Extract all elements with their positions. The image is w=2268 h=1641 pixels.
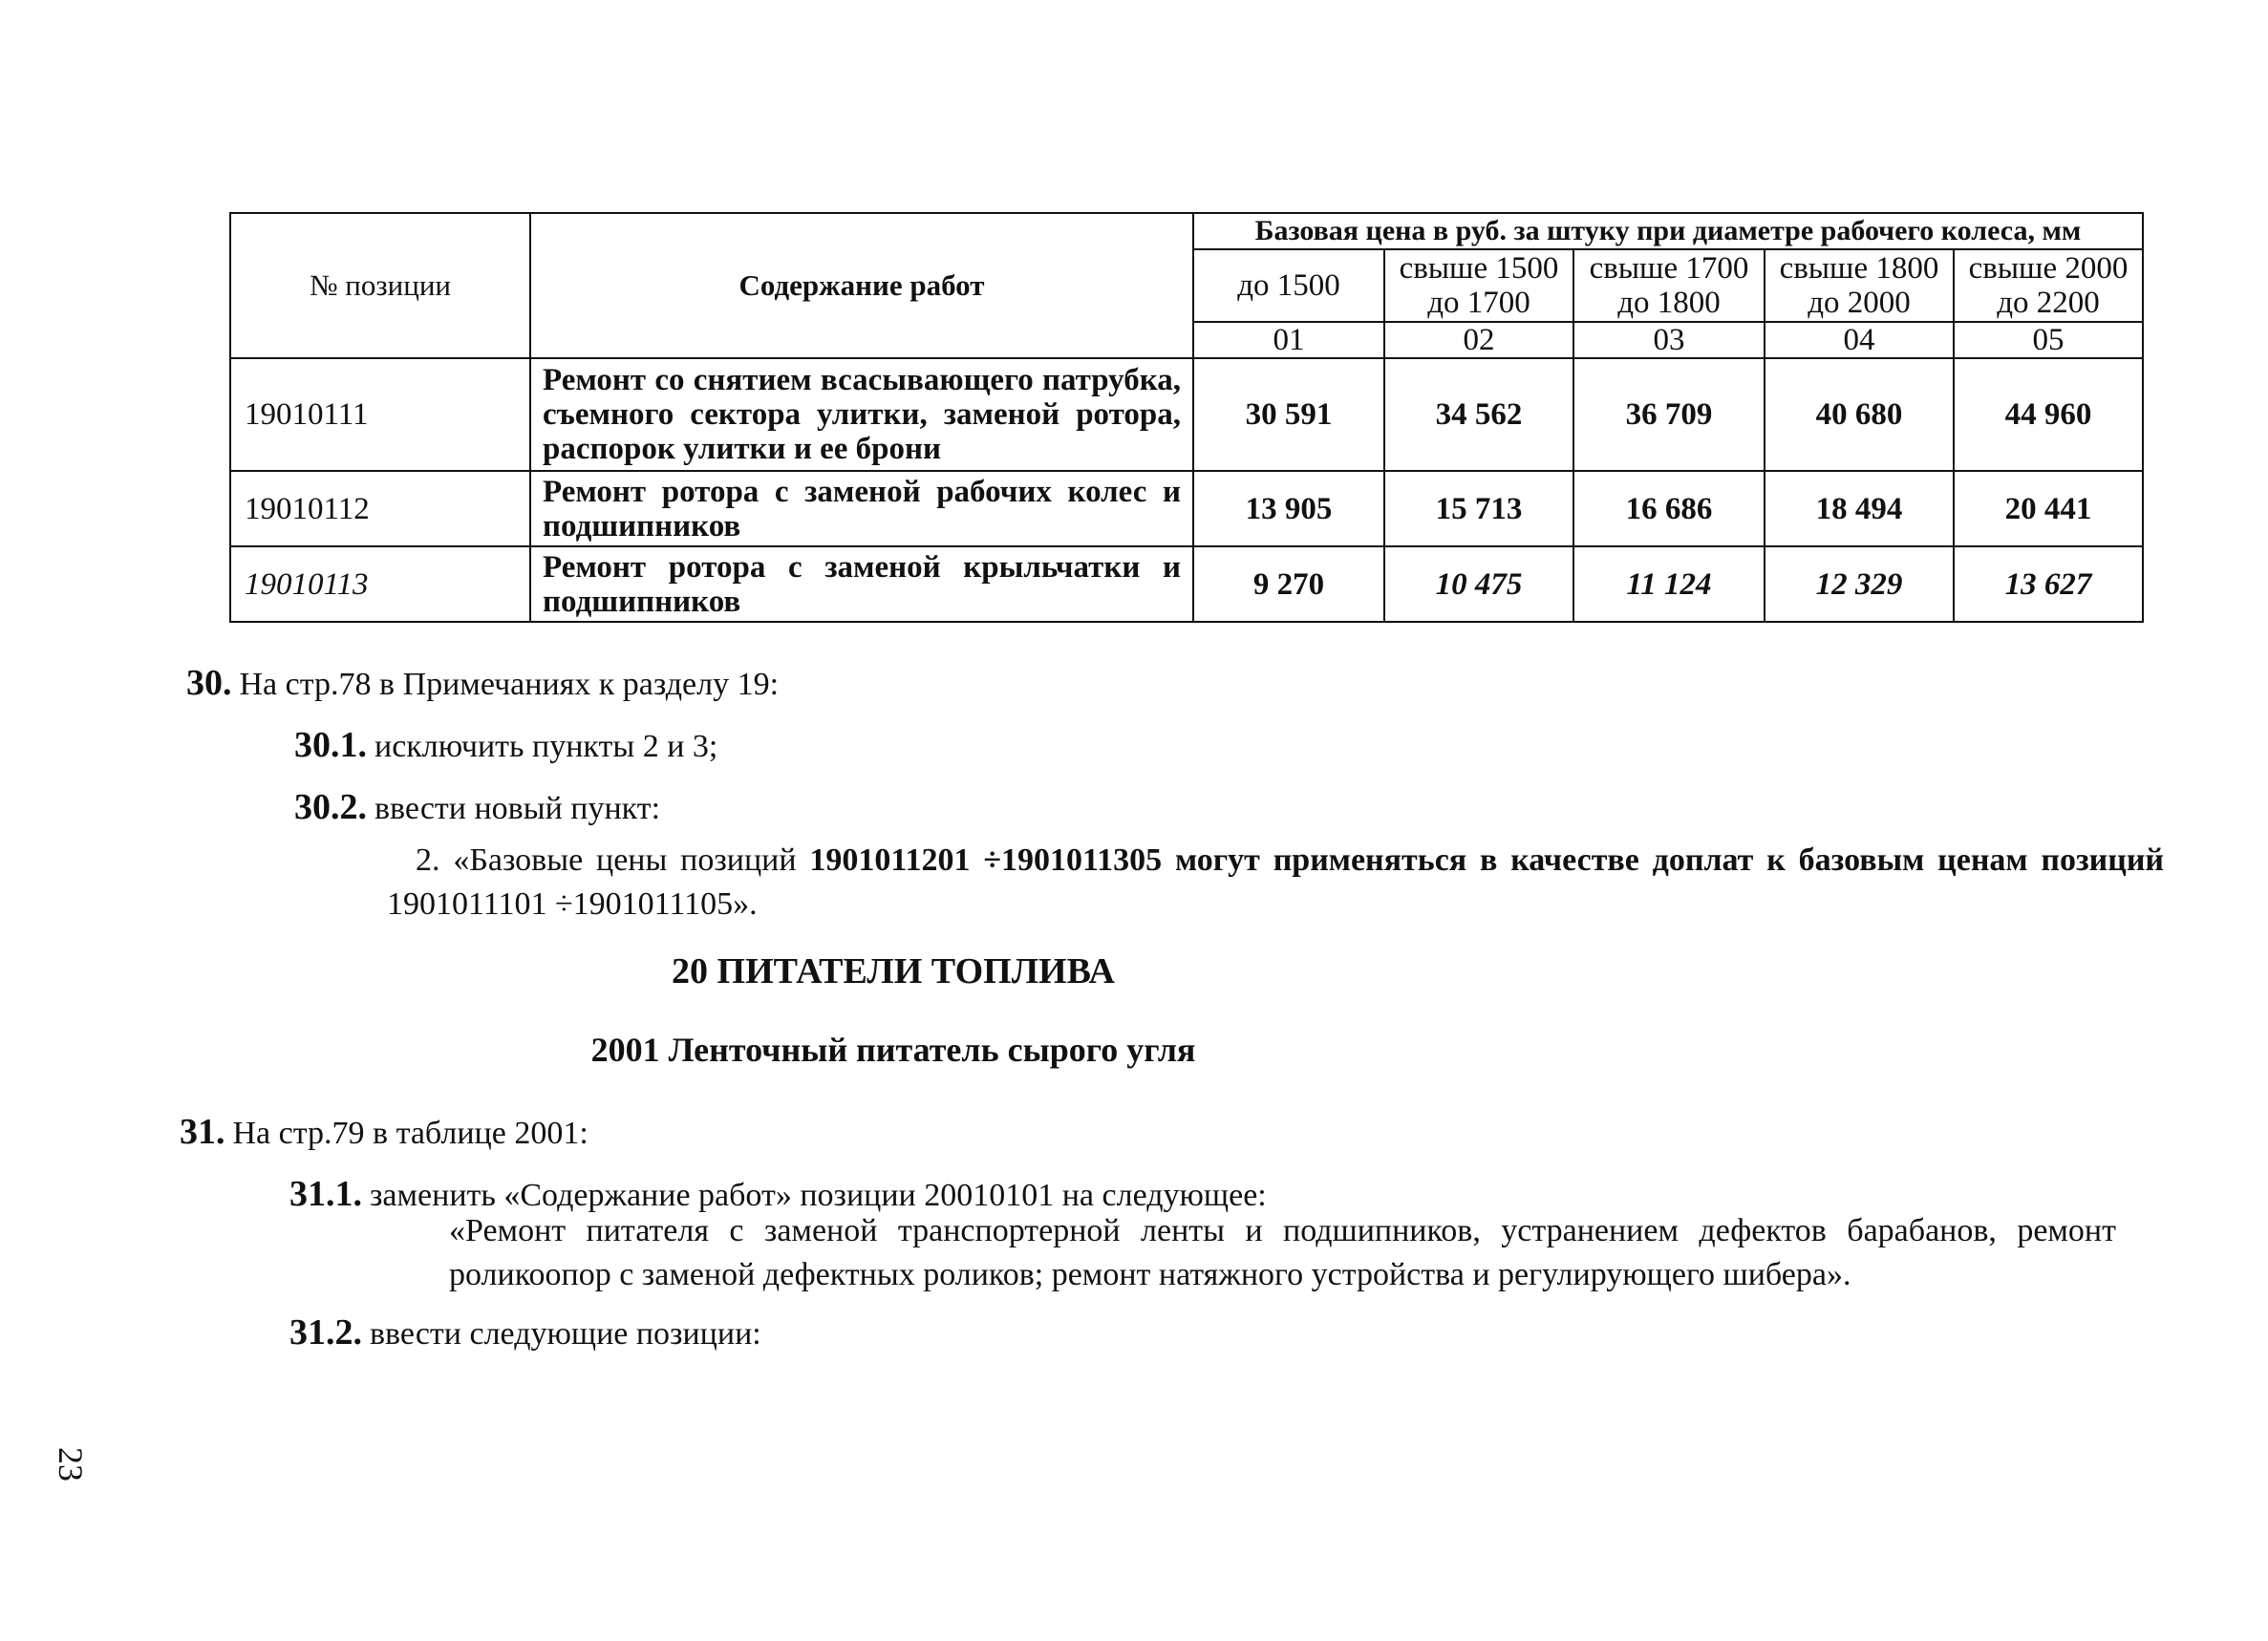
item-31-2 [289,1311,761,1353]
row-price: 11 124 [1573,546,1765,622]
item-text: ввести новый пункт: [374,791,661,826]
item-30 [186,662,779,704]
item-30-1 [294,724,717,766]
table-row [230,546,2143,622]
row-price: 15 713 [1384,471,1573,546]
quote-paragraph: «Ремонт питателя с заменой транспортерной ленты и подшипников, устранением дефектов барабанов, ремонт роликоопор с заменой дефектных роликов; ремонт натяжного устройства и регулирующего шибера». [449,1213,2116,1292]
header-diameter-03: свыше 1700 до 1800 [1573,249,1765,322]
header-diameter-02: свыше 1500 до 1700 [1384,249,1573,322]
item-label: 31.2. [289,1312,362,1353]
row-price: 18 494 [1765,471,1954,546]
code-01: 01 [1193,322,1384,358]
item-label: 31. [180,1112,225,1152]
item-label: 31.1. [289,1174,362,1214]
table-row [230,358,2143,471]
note-prefix: 2. «Базовые цены позиций [416,842,797,878]
row-price: 36 709 [1573,358,1765,471]
row-price: 34 562 [1384,358,1573,471]
page-number: 23 [52,1447,90,1481]
row-position: 19010111 [230,358,530,471]
row-work: Ремонт со снятием всасывающего патрубка, съемного сектора улитки, заменой ротора, распорок улитки и ее брони [530,358,1193,471]
row-price: 30 591 [1193,358,1384,471]
note-range-2: 1901011101 ÷1901011105». [387,886,758,922]
header-price: Базовая цена в руб. за штуку при диаметре рабочего колеса, мм [1193,213,2143,249]
row-work: Ремонт ротора с заменой рабочих колес и подшипников [530,471,1193,546]
item-31 [180,1111,588,1153]
code-03: 03 [1573,322,1765,358]
code-02: 02 [1384,322,1573,358]
section-title: 20 ПИТАТЕЛИ ТОПЛИВА [672,951,1115,991]
row-price: 44 960 [1954,358,2143,471]
row-price: 40 680 [1765,358,1954,471]
note-range-1: 1901011201 ÷1901011305 [809,842,1163,878]
item-text: заменить «Содержание работ» позиции 20010101 на следующее: [370,1178,1267,1213]
item-text: исключить пункты 2 и 3; [374,729,718,764]
subsection-title: 2001 Ленточный питатель сырого угля [590,1031,1196,1069]
item-label: 30.2. [294,787,367,827]
row-price: 9 270 [1193,546,1384,622]
header-position: № позиции [230,213,530,358]
row-position: 19010112 [230,471,530,546]
row-price: 20 441 [1954,471,2143,546]
item-text: На стр.78 в Примечаниях к разделу 19: [239,667,780,702]
item-text: На стр.79 в таблице 2001: [232,1116,588,1151]
row-price: 13 905 [1193,471,1384,546]
row-price: 10 475 [1384,546,1573,622]
header-work: Содержание работ [530,213,1193,358]
row-price: 16 686 [1573,471,1765,546]
header-diameter-05: свыше 2000 до 2200 [1954,249,2143,322]
item-text: ввести следующие позиции: [370,1316,761,1352]
row-price: 12 329 [1765,546,1954,622]
row-position: 19010113 [230,546,530,622]
code-04: 04 [1765,322,1954,358]
item-label: 30. [186,663,232,703]
header-diameter-01: до 1500 [1193,249,1384,322]
code-05: 05 [1954,322,2143,358]
price-table [229,212,2144,623]
item-30-2 [294,786,660,828]
note-middle: могут применяться в качестве доплат к базовым ценам позиций [1175,842,2165,878]
item-label: 30.1. [294,725,367,765]
row-price: 13 627 [1954,546,2143,622]
row-work: Ремонт ротора с заменой крыльчатки и подшипников [530,546,1193,622]
note-paragraph [387,839,2164,927]
table-row [230,471,2143,546]
header-diameter-04: свыше 1800 до 2000 [1765,249,1954,322]
